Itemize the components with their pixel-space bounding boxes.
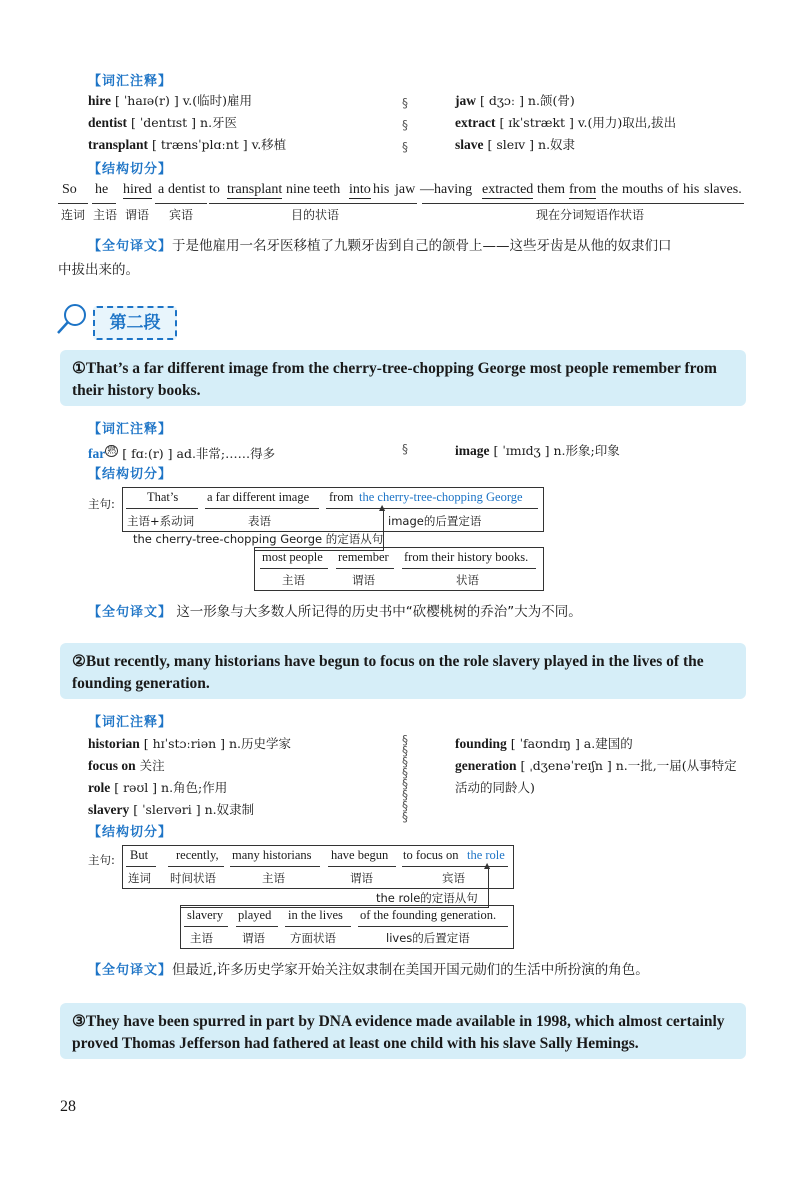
bracket-line [260, 568, 328, 569]
structure-tag: 【结构切分】 [88, 467, 173, 482]
sentence-word: jaw [395, 182, 416, 197]
bracket-line [92, 203, 116, 204]
sentence-word: —having [420, 182, 473, 197]
clause-title: the cherry-tree-chopping George 的定语从句 [133, 532, 384, 546]
vocab-item: founding [ ˈfaʊndɪŋ ] a.建国的 [455, 736, 633, 751]
vocab-item: slave [ sleɪv ] n.奴隶 [455, 137, 576, 152]
bracket-line [402, 568, 536, 569]
bracket-line [209, 203, 417, 204]
main-part: many historians [232, 848, 312, 862]
main-part: the cherry-tree-chopping George [359, 490, 523, 504]
role-label: lives的后置定语 [386, 931, 470, 945]
sentence-word: to [209, 182, 220, 197]
clause-part: in the lives [288, 908, 343, 922]
bracket-line [285, 926, 351, 927]
sentence-word: of [667, 182, 679, 197]
role-label: 宾语 [168, 208, 193, 222]
vocab-item: far $^熟$ [ fɑː(r) ] ad.非常;……得多 [88, 446, 276, 462]
connector-line [488, 866, 489, 908]
role-label: 现在分词短语作状语 [535, 208, 644, 222]
main-part: the role [467, 848, 505, 862]
vocab-item: focus on 关注 [88, 758, 165, 773]
arrow-up-icon: ▲ [379, 503, 386, 512]
search-icon [55, 302, 89, 336]
vocab-item: slavery [ ˈsleɪvəri ] n.奴隶制 [88, 802, 255, 817]
role-label: image的后置定语 [388, 514, 482, 528]
role-label: 主语 [190, 931, 213, 945]
vocab-item: image [ ˈɪmɪdʒ ] n.形象;印象 [455, 443, 620, 458]
vocab-item: generation [ ˌdʒenəˈreɪʃn ] n.一批,一届(从事特定 [455, 758, 737, 773]
role-label: 连词 [60, 208, 85, 222]
role-label: 宾语 [442, 871, 465, 885]
role-label: 表语 [248, 514, 271, 528]
vocab-item: extract [ ɪkˈstrækt ] v.(用力)取出,拔出 [455, 115, 677, 130]
arrow-up-icon: ▲ [484, 861, 491, 870]
bracket-line [326, 508, 538, 509]
main-part: from [329, 490, 354, 504]
bracket-line [155, 203, 207, 204]
divider-squiggle: § [402, 442, 408, 456]
divider-squiggle: § § § [402, 96, 408, 154]
vocab-list-right [455, 733, 737, 799]
role-label: 时间状语 [170, 871, 216, 885]
vocab-item: 活动的同龄人) [455, 780, 535, 795]
structure-tag: 【结构切分】 [88, 162, 173, 177]
vocab-list-right [455, 90, 676, 156]
sentence-word: the [601, 182, 619, 197]
translation: 【全句译文】于是他雇用一名牙医移植了九颗牙齿到自己的颌骨上——这些牙齿是从他的奴隶们口 [88, 238, 672, 254]
role-label: 主语 [92, 208, 117, 222]
vocab-item: dentist [ ˈdentɪst ] n.牙医 [88, 115, 238, 130]
translation: 【全句译文】 这一形象与大多数人所记得的历史书中“砍樱桃树的乔治”大为不同。 [88, 604, 582, 620]
bracket-line [184, 926, 228, 927]
role-label: 状语 [456, 573, 479, 587]
sentence-word: he [95, 182, 109, 197]
sentence-word: a [158, 182, 165, 197]
bracket-line [336, 568, 394, 569]
bracket-line [230, 866, 320, 867]
sentence-box: ②But recently, many historians have begun to focus on the role slavery played in the lives of the founding generation. [60, 643, 746, 699]
sentence-word: them [537, 182, 565, 197]
vocab-list-left [88, 733, 291, 821]
role-label: 谓语 [242, 931, 265, 945]
bracket-line [422, 203, 744, 204]
sentence-word: transplant [227, 182, 283, 197]
section-title: 第二段 [93, 306, 177, 340]
sentence-word: So [62, 182, 77, 197]
role-label: 主语+系动词 [127, 514, 195, 528]
clause-part: remember [338, 550, 389, 564]
bracket-line [402, 866, 508, 867]
role-label: 谓语 [352, 573, 375, 587]
clause-part: from their history books. [404, 550, 529, 564]
clause-part: of the founding generation. [360, 908, 497, 922]
bracket-line [126, 508, 198, 509]
bracket-line [358, 926, 508, 927]
vocab-item: hire [ ˈhaɪə(r) ] v.(临时)雇用 [88, 93, 253, 108]
bracket-line [236, 926, 278, 927]
page-number: 28 [60, 1098, 76, 1115]
sentence-box: ③They have been spurred in part by DNA evidence made available in 1998, which almost certainly proved Thomas Jefferson had fathered at least one child with his slave Sally Hemings. [60, 1003, 746, 1059]
bracket-line [205, 508, 319, 509]
clause-part: slavery [187, 908, 224, 922]
sentence-word: into [349, 182, 371, 197]
role-label: 主语 [282, 573, 305, 587]
role-label: 谓语 [124, 208, 149, 222]
clause-part: most people [262, 550, 323, 564]
structure-tag: 【结构切分】 [88, 825, 173, 840]
sentence-word: from [569, 182, 597, 197]
role-label: 谓语 [350, 871, 373, 885]
main-clause-label: 主句: [88, 853, 115, 867]
vocab-tag: 【词汇注释】 [88, 74, 173, 89]
bracket-line [168, 866, 224, 867]
sentence-word: teeth [313, 182, 341, 197]
translation: 【全句译文】但最近,许多历史学家开始关注奴隶制在美国开国元勋们的生活中所扮演的角色。 [88, 962, 649, 978]
sentence-word: mouths [622, 182, 664, 197]
role-label: 目的状语 [290, 208, 339, 222]
vocab-item: transplant [ trænsˈplɑːnt ] v.移植 [88, 137, 287, 152]
role-label: 连词 [128, 871, 151, 885]
main-part: But [130, 848, 149, 862]
clause-title: the role的定语从句 [376, 891, 478, 905]
vocab-item: jaw [ dʒɔː ] n.颌(骨) [455, 93, 575, 108]
sentence-word: his [373, 182, 390, 197]
sentence-word: nine [286, 182, 311, 197]
bracket-line [58, 203, 88, 204]
main-part: recently, [176, 848, 219, 862]
main-clause-label: 主句: [88, 497, 115, 511]
sentence-word: extracted [482, 182, 534, 197]
main-part: a far different image [207, 490, 310, 504]
main-part: That’s [147, 490, 179, 504]
sentence-word: hired [123, 182, 152, 197]
vocab-list-left [88, 90, 286, 156]
vocab-tag: 【词汇注释】 [88, 715, 173, 730]
main-part: to focus on [403, 848, 459, 862]
main-part: have begun [331, 848, 389, 862]
translation-cont: 中拔出来的。 [58, 262, 139, 278]
vocab-item: role [ rəʊl ] n.角色;作用 [88, 780, 228, 795]
bracket-line [328, 866, 396, 867]
clause-part: played [238, 908, 272, 922]
sentence-word: dentist [168, 182, 206, 197]
sentence-word: his [683, 182, 700, 197]
bracket-line [126, 866, 156, 867]
vocab-tag: 【词汇注释】 [88, 422, 173, 437]
divider-squiggle: § § § § § § § § [402, 733, 408, 824]
sentence-word: slaves. [704, 182, 742, 197]
role-label: 方面状语 [290, 931, 336, 945]
vocab-item: historian [ hɪˈstɔːriən ] n.历史学家 [88, 736, 292, 751]
role-label: 主语 [262, 871, 285, 885]
sentence-box: ①That’s a far different image from the cherry-tree-chopping George most people remember from their history books. [60, 350, 746, 406]
